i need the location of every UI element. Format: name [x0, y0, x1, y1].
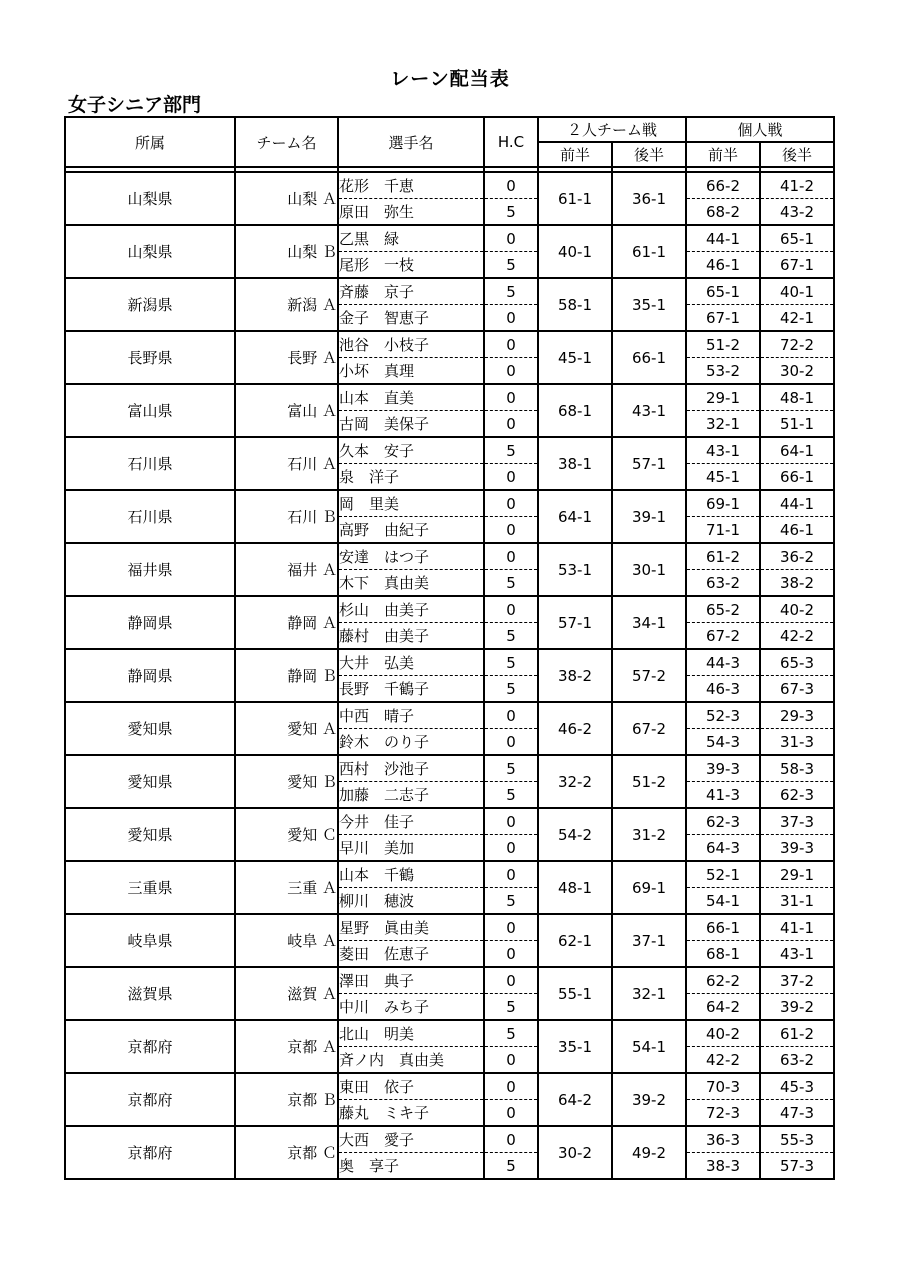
pair-second-half-cell: 43-1	[612, 384, 686, 437]
pair-second-half-cell: 34-1	[612, 596, 686, 649]
individual-second-half-cell: 65-1	[760, 225, 834, 252]
player-name-cell: 藤丸 ミキ子	[338, 1100, 484, 1127]
individual-first-half-cell: 44-3	[686, 649, 760, 676]
individual-second-half-cell: 72-2	[760, 331, 834, 358]
player-name-cell: 乙黒 緑	[338, 225, 484, 252]
individual-second-half-cell: 58-3	[760, 755, 834, 782]
hc-cell: 5	[484, 199, 538, 226]
header-player: 選手名	[338, 117, 484, 167]
individual-second-half-cell: 55-3	[760, 1126, 834, 1153]
table-row	[65, 172, 834, 199]
player-name-cell: 斉ノ内 真由美	[338, 1047, 484, 1074]
team-name-cell: 静岡 Ｂ	[235, 649, 338, 702]
individual-second-half-cell: 62-3	[760, 782, 834, 809]
individual-first-half-cell: 39-3	[686, 755, 760, 782]
individual-first-half-cell: 54-1	[686, 888, 760, 915]
hc-cell: 0	[484, 1100, 538, 1127]
player-name-cell: 今井 佳子	[338, 808, 484, 835]
hc-cell: 0	[484, 914, 538, 941]
player-name-cell: 花形 千恵	[338, 172, 484, 199]
individual-first-half-cell: 61-2	[686, 543, 760, 570]
player-name-cell: 尾形 一枝	[338, 252, 484, 279]
player-name-cell: 藤村 由美子	[338, 623, 484, 650]
header-hc: H.C	[484, 117, 538, 167]
affiliation-cell: 山梨県	[65, 225, 235, 278]
pair-first-half-cell: 68-1	[538, 384, 612, 437]
table-row	[65, 384, 834, 411]
individual-second-half-cell: 44-1	[760, 490, 834, 517]
pair-second-half-cell: 39-2	[612, 1073, 686, 1126]
affiliation-cell: 福井県	[65, 543, 235, 596]
header-pair: ２人チーム戦	[538, 117, 686, 142]
player-name-cell: 早川 美加	[338, 835, 484, 862]
team-name-cell: 愛知 Ｃ	[235, 808, 338, 861]
hc-cell: 0	[484, 835, 538, 862]
pair-first-half-cell: 62-1	[538, 914, 612, 967]
individual-second-half-cell: 31-3	[760, 729, 834, 756]
table-row	[65, 702, 834, 729]
pair-second-half-cell: 35-1	[612, 278, 686, 331]
team-name-cell: 岐阜 Ａ	[235, 914, 338, 967]
individual-first-half-cell: 29-1	[686, 384, 760, 411]
player-name-cell: 東田 依子	[338, 1073, 484, 1100]
pair-first-half-cell: 57-1	[538, 596, 612, 649]
pair-first-half-cell: 53-1	[538, 543, 612, 596]
table-row	[65, 808, 834, 835]
player-name-cell: 奥 享子	[338, 1153, 484, 1180]
individual-first-half-cell: 52-1	[686, 861, 760, 888]
hc-cell: 0	[484, 517, 538, 544]
team-name-cell: 静岡 Ａ	[235, 596, 338, 649]
individual-second-half-cell: 57-3	[760, 1153, 834, 1180]
table-body	[65, 167, 834, 1179]
individual-second-half-cell: 64-1	[760, 437, 834, 464]
individual-first-half-cell: 72-3	[686, 1100, 760, 1127]
individual-first-half-cell: 36-3	[686, 1126, 760, 1153]
pair-first-half-cell: 38-1	[538, 437, 612, 490]
affiliation-cell: 新潟県	[65, 278, 235, 331]
table-row	[65, 596, 834, 623]
individual-second-half-cell: 41-1	[760, 914, 834, 941]
hc-cell: 5	[484, 888, 538, 915]
table-row	[65, 861, 834, 888]
individual-first-half-cell: 45-1	[686, 464, 760, 491]
hc-cell: 0	[484, 305, 538, 332]
pair-second-half-cell: 49-2	[612, 1126, 686, 1179]
hc-cell: 5	[484, 623, 538, 650]
header-individual: 個人戦	[686, 117, 834, 142]
header-affiliation: 所属	[65, 117, 235, 167]
table-row	[65, 914, 834, 941]
hc-cell: 0	[484, 808, 538, 835]
table-row	[65, 649, 834, 676]
player-name-cell: 木下 真由美	[338, 570, 484, 597]
affiliation-cell: 山梨県	[65, 172, 235, 225]
affiliation-cell: 石川県	[65, 437, 235, 490]
individual-second-half-cell: 37-3	[760, 808, 834, 835]
team-name-cell: 三重 Ａ	[235, 861, 338, 914]
hc-cell: 5	[484, 994, 538, 1021]
team-name-cell: 新潟 Ａ	[235, 278, 338, 331]
table-row	[65, 278, 834, 305]
hc-cell: 5	[484, 1153, 538, 1180]
pair-first-half-cell: 46-2	[538, 702, 612, 755]
individual-second-half-cell: 61-2	[760, 1020, 834, 1047]
player-name-cell: 高野 由紀子	[338, 517, 484, 544]
player-name-cell: 中西 晴子	[338, 702, 484, 729]
player-name-cell: 小坏 真理	[338, 358, 484, 385]
affiliation-cell: 滋賀県	[65, 967, 235, 1020]
table-row	[65, 437, 834, 464]
player-name-cell: 北山 明美	[338, 1020, 484, 1047]
hc-cell: 0	[484, 411, 538, 438]
pair-second-half-cell: 57-2	[612, 649, 686, 702]
individual-second-half-cell: 36-2	[760, 543, 834, 570]
header-pair-first-half: 前半	[538, 142, 612, 167]
pair-second-half-cell: 32-1	[612, 967, 686, 1020]
pair-first-half-cell: 30-2	[538, 1126, 612, 1179]
individual-second-half-cell: 40-1	[760, 278, 834, 305]
hc-cell: 5	[484, 649, 538, 676]
individual-first-half-cell: 41-3	[686, 782, 760, 809]
individual-second-half-cell: 47-3	[760, 1100, 834, 1127]
individual-second-half-cell: 30-2	[760, 358, 834, 385]
player-name-cell: 西村 沙池子	[338, 755, 484, 782]
individual-second-half-cell: 38-2	[760, 570, 834, 597]
table-row	[65, 490, 834, 517]
hc-cell: 0	[484, 225, 538, 252]
section-title: 女子シニア部門	[68, 94, 202, 116]
hc-cell: 0	[484, 1047, 538, 1074]
pair-second-half-cell: 31-2	[612, 808, 686, 861]
individual-first-half-cell: 51-2	[686, 331, 760, 358]
player-name-cell: 斉藤 京子	[338, 278, 484, 305]
hc-cell: 0	[484, 941, 538, 968]
hc-cell: 5	[484, 437, 538, 464]
hc-cell: 0	[484, 1073, 538, 1100]
pair-first-half-cell: 38-2	[538, 649, 612, 702]
hc-cell: 0	[484, 967, 538, 994]
individual-first-half-cell: 54-3	[686, 729, 760, 756]
individual-first-half-cell: 43-1	[686, 437, 760, 464]
pair-first-half-cell: 64-2	[538, 1073, 612, 1126]
pair-second-half-cell: 67-2	[612, 702, 686, 755]
individual-first-half-cell: 67-1	[686, 305, 760, 332]
individual-second-half-cell: 67-3	[760, 676, 834, 703]
individual-first-half-cell: 68-2	[686, 199, 760, 226]
player-name-cell: 鈴木 のり子	[338, 729, 484, 756]
player-name-cell: 柳川 穂波	[338, 888, 484, 915]
hc-cell: 0	[484, 702, 538, 729]
individual-first-half-cell: 68-1	[686, 941, 760, 968]
individual-second-half-cell: 29-3	[760, 702, 834, 729]
affiliation-cell: 長野県	[65, 331, 235, 384]
player-name-cell: 杉山 由美子	[338, 596, 484, 623]
individual-second-half-cell: 46-1	[760, 517, 834, 544]
individual-first-half-cell: 64-2	[686, 994, 760, 1021]
pair-first-half-cell: 55-1	[538, 967, 612, 1020]
pair-second-half-cell: 39-1	[612, 490, 686, 543]
individual-second-half-cell: 29-1	[760, 861, 834, 888]
table-row	[65, 1126, 834, 1153]
individual-first-half-cell: 32-1	[686, 411, 760, 438]
pair-first-half-cell: 48-1	[538, 861, 612, 914]
team-name-cell: 石川 Ａ	[235, 437, 338, 490]
affiliation-cell: 三重県	[65, 861, 235, 914]
team-name-cell: 愛知 Ａ	[235, 702, 338, 755]
affiliation-cell: 静岡県	[65, 649, 235, 702]
individual-second-half-cell: 39-3	[760, 835, 834, 862]
hc-cell: 0	[484, 358, 538, 385]
hc-cell: 0	[484, 543, 538, 570]
hc-cell: 0	[484, 861, 538, 888]
individual-first-half-cell: 46-3	[686, 676, 760, 703]
player-name-cell: 山本 直美	[338, 384, 484, 411]
pair-first-half-cell: 35-1	[538, 1020, 612, 1073]
player-name-cell: 岡 里美	[338, 490, 484, 517]
hc-cell: 5	[484, 676, 538, 703]
individual-first-half-cell: 44-1	[686, 225, 760, 252]
pair-first-half-cell: 61-1	[538, 172, 612, 225]
individual-first-half-cell: 52-3	[686, 702, 760, 729]
affiliation-cell: 愛知県	[65, 755, 235, 808]
lane-assignment-table	[64, 116, 835, 1180]
player-name-cell: 古岡 美保子	[338, 411, 484, 438]
team-name-cell: 山梨 Ｂ	[235, 225, 338, 278]
pair-first-half-cell: 32-2	[538, 755, 612, 808]
individual-first-half-cell: 53-2	[686, 358, 760, 385]
hc-cell: 0	[484, 172, 538, 199]
individual-second-half-cell: 51-1	[760, 411, 834, 438]
individual-first-half-cell: 65-1	[686, 278, 760, 305]
individual-first-half-cell: 46-1	[686, 252, 760, 279]
pair-second-half-cell: 66-1	[612, 331, 686, 384]
pair-second-half-cell: 51-2	[612, 755, 686, 808]
header-individual-first-half: 前半	[686, 142, 760, 167]
affiliation-cell: 静岡県	[65, 596, 235, 649]
team-name-cell: 京都 Ｃ	[235, 1126, 338, 1179]
individual-second-half-cell: 37-2	[760, 967, 834, 994]
individual-second-half-cell: 63-2	[760, 1047, 834, 1074]
hc-cell: 0	[484, 464, 538, 491]
individual-second-half-cell: 48-1	[760, 384, 834, 411]
individual-second-half-cell: 31-1	[760, 888, 834, 915]
individual-second-half-cell: 41-2	[760, 172, 834, 199]
table-row	[65, 967, 834, 994]
individual-first-half-cell: 64-3	[686, 835, 760, 862]
player-name-cell: 久本 安子	[338, 437, 484, 464]
individual-second-half-cell: 67-1	[760, 252, 834, 279]
individual-first-half-cell: 63-2	[686, 570, 760, 597]
team-name-cell: 山梨 Ａ	[235, 172, 338, 225]
table-row	[65, 1020, 834, 1047]
pair-first-half-cell: 40-1	[538, 225, 612, 278]
player-name-cell: 泉 洋子	[338, 464, 484, 491]
pair-first-half-cell: 58-1	[538, 278, 612, 331]
affiliation-cell: 富山県	[65, 384, 235, 437]
affiliation-cell: 愛知県	[65, 808, 235, 861]
individual-second-half-cell: 39-2	[760, 994, 834, 1021]
pair-second-half-cell: 36-1	[612, 172, 686, 225]
hc-cell: 0	[484, 1126, 538, 1153]
individual-first-half-cell: 70-3	[686, 1073, 760, 1100]
individual-first-half-cell: 62-3	[686, 808, 760, 835]
hc-cell: 0	[484, 729, 538, 756]
affiliation-cell: 石川県	[65, 490, 235, 543]
hc-cell: 0	[484, 331, 538, 358]
affiliation-cell: 京都府	[65, 1126, 235, 1179]
pair-second-half-cell: 61-1	[612, 225, 686, 278]
hc-cell: 5	[484, 278, 538, 305]
table-row	[65, 543, 834, 570]
hc-cell: 0	[484, 490, 538, 517]
header-individual-second-half: 後半	[760, 142, 834, 167]
individual-first-half-cell: 66-2	[686, 172, 760, 199]
individual-first-half-cell: 69-1	[686, 490, 760, 517]
individual-second-half-cell: 45-3	[760, 1073, 834, 1100]
team-name-cell: 石川 Ｂ	[235, 490, 338, 543]
page-title: レーン配当表	[390, 68, 510, 90]
individual-second-half-cell: 43-1	[760, 941, 834, 968]
player-name-cell: 山本 千鶴	[338, 861, 484, 888]
pair-second-half-cell: 57-1	[612, 437, 686, 490]
player-name-cell: 原田 弥生	[338, 199, 484, 226]
header-team: チーム名	[235, 117, 338, 167]
individual-second-half-cell: 42-2	[760, 623, 834, 650]
team-name-cell: 京都 Ａ	[235, 1020, 338, 1073]
pair-second-half-cell: 30-1	[612, 543, 686, 596]
player-name-cell: 星野 眞由美	[338, 914, 484, 941]
affiliation-cell: 愛知県	[65, 702, 235, 755]
pair-first-half-cell: 54-2	[538, 808, 612, 861]
team-name-cell: 愛知 Ｂ	[235, 755, 338, 808]
table-row	[65, 755, 834, 782]
hc-cell: 5	[484, 755, 538, 782]
individual-first-half-cell: 40-2	[686, 1020, 760, 1047]
player-name-cell: 菱田 佐恵子	[338, 941, 484, 968]
team-name-cell: 富山 Ａ	[235, 384, 338, 437]
table-row	[65, 331, 834, 358]
pair-first-half-cell: 64-1	[538, 490, 612, 543]
affiliation-cell: 岐阜県	[65, 914, 235, 967]
player-name-cell: 加藤 二志子	[338, 782, 484, 809]
player-name-cell: 大西 愛子	[338, 1126, 484, 1153]
hc-cell: 5	[484, 252, 538, 279]
individual-second-half-cell: 40-2	[760, 596, 834, 623]
pair-second-half-cell: 69-1	[612, 861, 686, 914]
table-row	[65, 225, 834, 252]
table-row	[65, 1073, 834, 1100]
affiliation-cell: 京都府	[65, 1020, 235, 1073]
individual-first-half-cell: 67-2	[686, 623, 760, 650]
team-name-cell: 滋賀 Ａ	[235, 967, 338, 1020]
hc-cell: 0	[484, 596, 538, 623]
player-name-cell: 中川 みち子	[338, 994, 484, 1021]
pair-first-half-cell: 45-1	[538, 331, 612, 384]
player-name-cell: 金子 智恵子	[338, 305, 484, 332]
individual-second-half-cell: 43-2	[760, 199, 834, 226]
team-name-cell: 福井 Ａ	[235, 543, 338, 596]
player-name-cell: 大井 弘美	[338, 649, 484, 676]
hc-cell: 5	[484, 782, 538, 809]
individual-first-half-cell: 38-3	[686, 1153, 760, 1180]
player-name-cell: 澤田 典子	[338, 967, 484, 994]
hc-cell: 5	[484, 1020, 538, 1047]
individual-second-half-cell: 42-1	[760, 305, 834, 332]
individual-second-half-cell: 65-3	[760, 649, 834, 676]
individual-first-half-cell: 42-2	[686, 1047, 760, 1074]
team-name-cell: 長野 Ａ	[235, 331, 338, 384]
affiliation-cell: 京都府	[65, 1073, 235, 1126]
header-pair-second-half: 後半	[612, 142, 686, 167]
hc-cell: 0	[484, 384, 538, 411]
individual-first-half-cell: 62-2	[686, 967, 760, 994]
player-name-cell: 安達 はつ子	[338, 543, 484, 570]
team-name-cell: 京都 Ｂ	[235, 1073, 338, 1126]
individual-first-half-cell: 65-2	[686, 596, 760, 623]
hc-cell: 5	[484, 570, 538, 597]
pair-second-half-cell: 54-1	[612, 1020, 686, 1073]
player-name-cell: 池谷 小枝子	[338, 331, 484, 358]
individual-first-half-cell: 66-1	[686, 914, 760, 941]
pair-second-half-cell: 37-1	[612, 914, 686, 967]
individual-second-half-cell: 66-1	[760, 464, 834, 491]
player-name-cell: 長野 千鶴子	[338, 676, 484, 703]
individual-first-half-cell: 71-1	[686, 517, 760, 544]
